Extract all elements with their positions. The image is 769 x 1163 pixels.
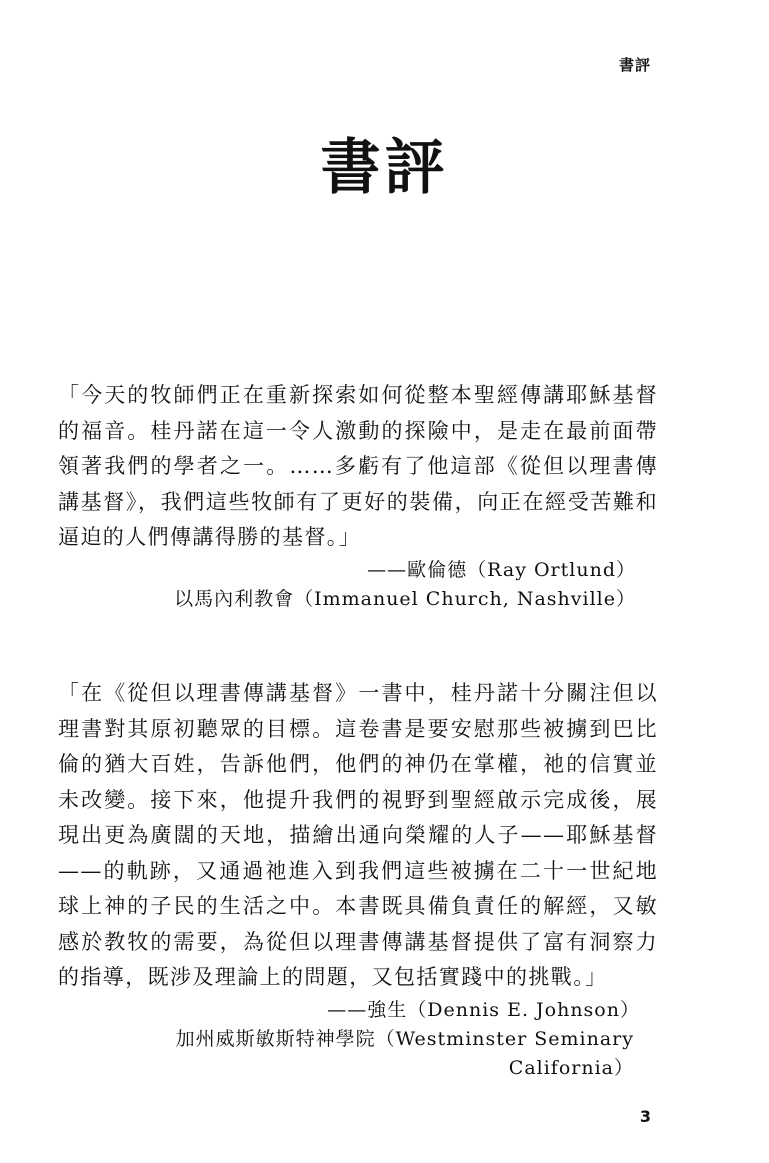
review-block — [58, 378, 658, 614]
review-affiliation: 以馬內利教會（Immanuel Church, Nashville） — [174, 587, 636, 610]
review-author: ——歐倫德（Ray Ortlund） — [367, 558, 636, 581]
page-title: 書評 — [320, 133, 449, 203]
review-author: ——強生（Dennis E. Johnson） — [327, 998, 640, 1021]
review-affiliation: 加州威斯敏斯特神學院（Westminster Seminary California） — [175, 1027, 634, 1079]
review-quote: 「今天的牧師們正在重新探索如何從整本聖經傳講耶穌基督的福音。桂丹諾在這一令人激動的探險中，是走在最前面帶領著我們的學者之一。……多虧有了他這部《從但以理書傳講基督》，我們這些牧師有了更好的裝備，向正在經受苦難和逼迫的人們傳講得勝的基督。」 — [58, 383, 658, 549]
review-block — [58, 676, 658, 1083]
page-number: 3 — [639, 1107, 651, 1126]
review-quote: 「在《從但以理書傳講基督》一書中，桂丹諾十分關注但以理書對其原初聽眾的目標。這卷書是要安慰那些被擄到巴比倫的猶大百姓，告訴他們，他們的神仍在掌權，祂的信實並未改變。接下來，他提升我們的視野到聖經啟示完成後，展現出更為廣闊的天地，描繪出通向榮耀的人子——耶穌基督——的軌跡，又通過祂進入到我們這些被擄在二十一世紀地球上神的子民的生活之中。本書既具備負責任的解經，又敏感於教牧的需要，為從但以理書傳講基督提供了富有洞察力的指導，既涉及理論上的問題，又包括實踐中的挑戰。」 — [58, 681, 658, 989]
running-head: 書評 — [618, 56, 651, 74]
